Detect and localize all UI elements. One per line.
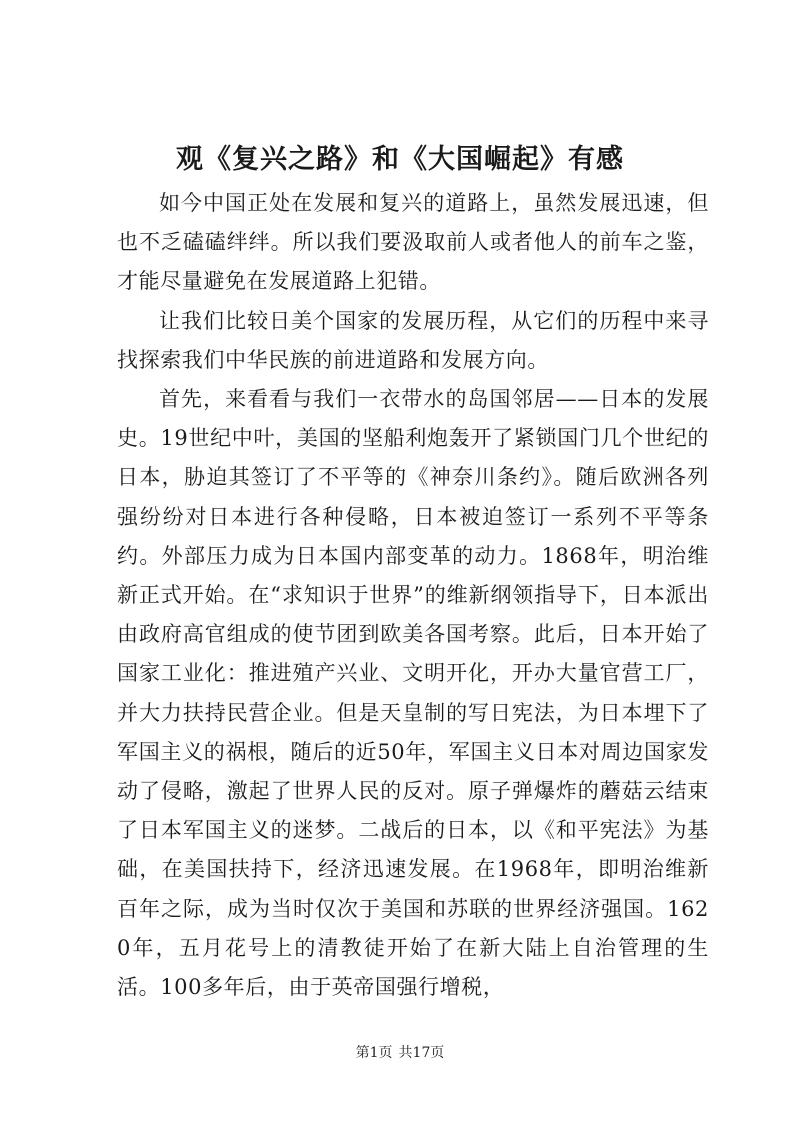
paragraph: 让我们比较日美个国家的发展历程，从它们的历程中来寻找探索我们中华民族的前进道路和发展方向。 — [117, 308, 709, 372]
page-number: 第1页 — [355, 1045, 393, 1061]
page-total: 共17页 — [398, 1045, 445, 1061]
document-title: 观《复兴之路》和《大国崛起》有感 — [176, 144, 624, 175]
paragraph: 如今中国正处在发展和复兴的道路上，虽然发展迅速，但也不乏磕磕绊绊。所以我们要汲取前人或者他人的前车之鉴，才能尽量避免在发展道路上犯错。 — [117, 191, 709, 294]
page-footer — [0, 1043, 800, 1063]
document-body — [117, 184, 709, 1007]
paragraph: 首先，来看看与我们一衣带水的岛国邻居——日本的发展史。19世纪中叶，美国的坚船利炮轰开了紧锁国门几个世纪的日本，胁迫其签订了不平等的《神奈川条约》。随后欧洲各列强纷纷对日本进行各种侵略，日本被迫签订一系列不平等条约。外部压力成为日本国内部变革的动力。1868年，明治维新正式开始。在“求知识于世界”的维新纲领指导下，日本派出由政府高官组成的使节团到欧美各国考察。此后，日本开始了国家工业化：推进殖产兴业、文明开化，开办大量官营工厂，并大力扶持民营企业。但是天皇制的写日宪法，为日本埋下了军国主义的祸根，随后的近50年，军国主义日本对周边国家发动了侵略，激起了世界人民的反对。原子弹爆炸的蘑菇云结束了日本军国主义的迷梦。二战后的日本，以《和平宪法》为基础，在美国扶持下，经济迅速发展。在1968年，即明治维新百年之际，成为当时仅次于美国和苏联的世界经济强国。1620年，五月花号上的清教徒开始了在新大陆上自治管理的生活。100多年后，由于英帝国强行增税， — [117, 387, 709, 1000]
